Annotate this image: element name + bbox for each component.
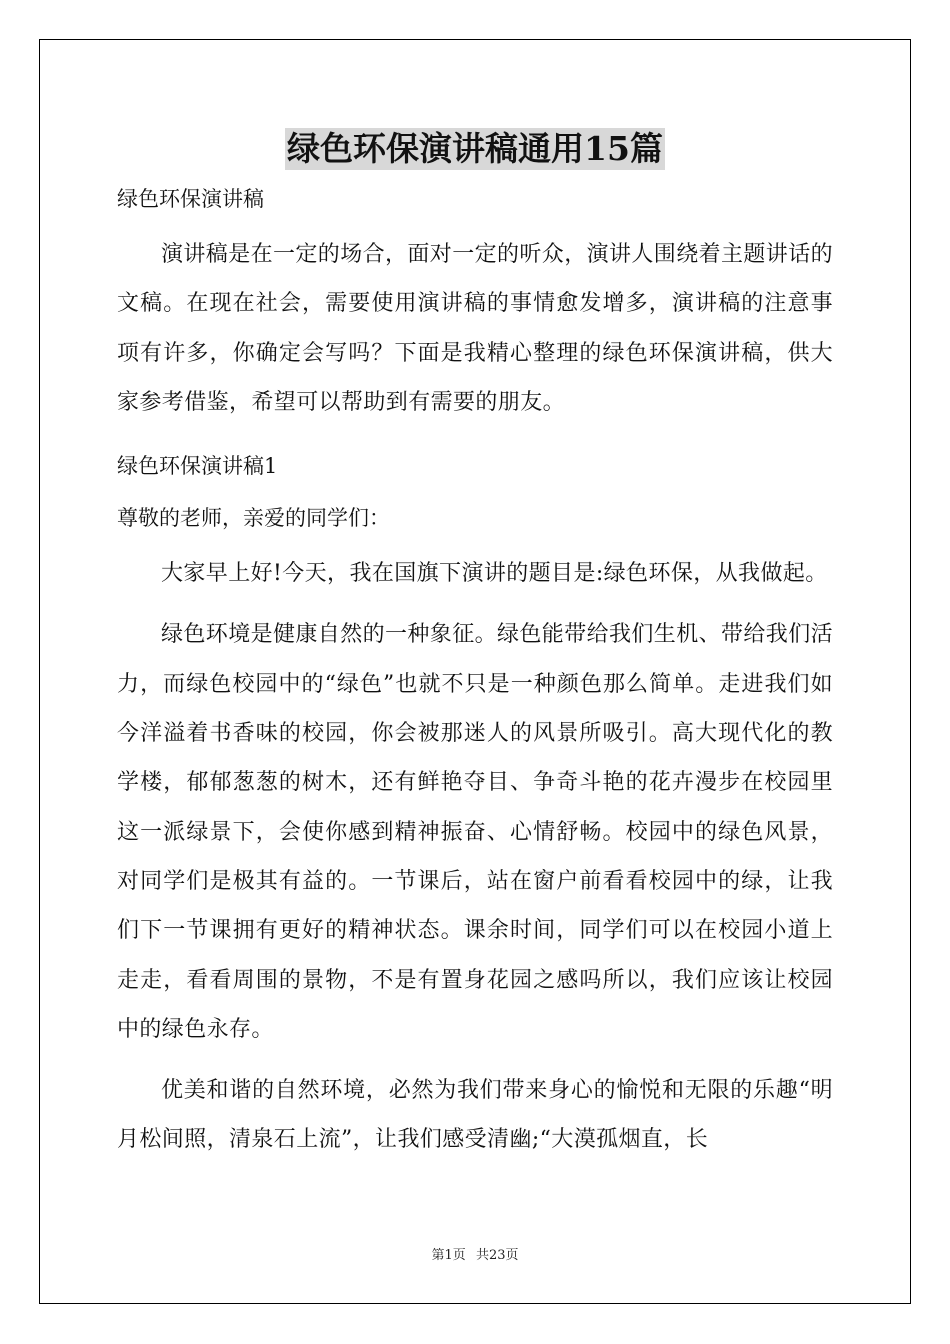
speech-title: 绿色环保演讲稿1 bbox=[117, 454, 278, 479]
page-total: 共23页 bbox=[475, 1248, 519, 1263]
intro-paragraph: 演讲稿是在一定的场合，面对一定的听众，演讲人围绕着主题讲话的文稿。在现在社会，需要使用演讲稿的事情愈发增多，演讲稿的注意事项有许多，你确定会写吗？下面是我精心整理的绿色环保演讲稿，供大家参考借鉴，希望可以帮助到有需要的朋友。 bbox=[117, 242, 834, 415]
document-body bbox=[117, 180, 833, 1165]
salutation: 尊敬的老师，亲爱的同学们： bbox=[117, 506, 390, 531]
page-number: 第1页 bbox=[431, 1248, 466, 1263]
body-paragraph-1: 大家早上好!今天，我在国旗下演讲的题目是:绿色环保，从我做起。 bbox=[161, 561, 828, 587]
title-container bbox=[0, 128, 950, 170]
page-footer bbox=[0, 1244, 950, 1263]
body-paragraph-3: 优美和谐的自然环境，必然为我们带来身心的愉悦和无限的乐趣“明月松间照，清泉石上流”，让我们感受清幽;“大漠孤烟直，长 bbox=[117, 1078, 833, 1153]
section-heading: 绿色环保演讲稿 bbox=[117, 187, 264, 211]
body-paragraph-2: 绿色环境是健康自然的一种象征。绿色能带给我们生机、带给我们活力，而绿色校园中的“绿色”也就不只是一种颜色那么简单。走进我们如今洋溢着书香味的校园，你会被那迷人的风景所吸引。高大现代化的教学楼，郁郁葱葱的树木，还有鲜艳夺目、争奇斗艳的花卉漫步在校园里这一派绿景下，会使你感到精神振奋、心情舒畅。校园中的绿色风景，对同学们是极其有益的。一节课后，站在窗户前看看校园中的绿，让我们下一节课拥有更好的精神状态。课余时间，同学们可以在校园小道上走走，看看周围的景物，不是有置身花园之感吗所以，我们应该让校园中的绿色永存。 bbox=[117, 622, 834, 1042]
document-title: 绿色环保演讲稿通用15篇 bbox=[287, 129, 663, 168]
